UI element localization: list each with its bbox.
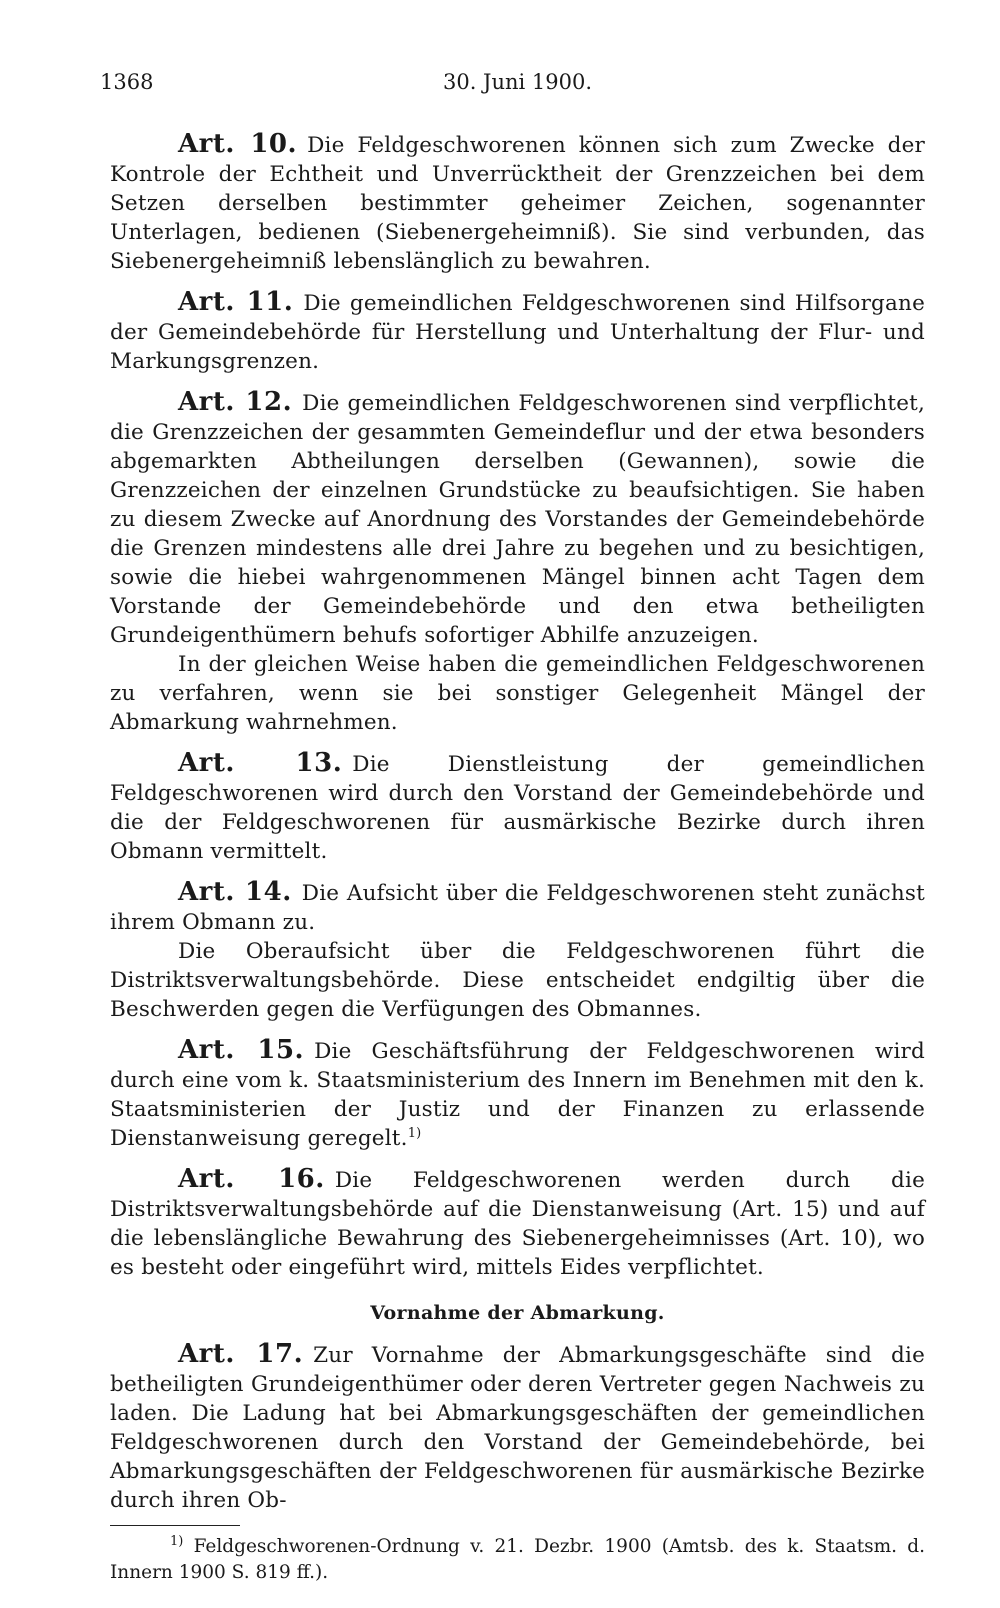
article-label: Art. 12. [178, 387, 293, 417]
article-text: Die gemeindlichen Feldgeschworenen sind Hilfsorgane der Gemeindebehörde für Herstellung und Unterhaltung der Flur- und Markungsgrenzen. [110, 291, 925, 374]
article-text: Die Feldgeschworenen werden durch die Distriktsverwaltungsbehörde auf die Dienstanweisung (Art. 15) und auf die lebenslängliche Bewahrung des Siebenergeheimnisses (Art. 10), wo es besteht oder eingeführt wird, mittels Eides verpflichtet. [110, 1168, 925, 1280]
page-number: 1368 [100, 70, 154, 94]
article-text: Die Aufsicht über die Feldgeschworenen steht zunächst ihrem Obmann zu. [110, 881, 926, 935]
page-header [100, 60, 925, 100]
article-text: Die Geschäftsführung der Feldgeschworenen wird durch eine vom k. Staatsministerium des Innern im Benehmen mit den k. Staatsministerien der Justiz und der Finanzen zu erlassende Dienstanweisung geregelt. [110, 1039, 925, 1151]
article-text: Zur Vornahme der Abmarkungsgeschäfte sind die betheiligten Grundeigenthümer oder deren Vertreter gegen Nachweis zu laden. Die Ladung hat bei Abmarkungsgeschäften der gemeindlichen Feldgeschworenen durch den Vorstand der Gemeindebehörde, bei Abmarkungsgeschäften der Feldgeschworenen für ausmärkische Bezirke durch ihren Ob- [110, 1343, 926, 1513]
article-12 [110, 388, 925, 650]
article-13 [110, 749, 925, 866]
article-16 [110, 1165, 925, 1282]
section-heading: Vornahme der Abmarkung. [370, 1302, 665, 1324]
article-17 [110, 1340, 925, 1515]
article-12-paragraph-2 [110, 650, 925, 737]
article-15 [110, 1036, 925, 1153]
document-page [100, 60, 926, 1586]
footnote-text: Feldgeschworenen-Ordnung v. 21. Dezbr. 1900 (Amtsb. des k. Staatsm. d. Innern 1900 S. 819 ff.). [110, 1536, 925, 1583]
article-14-paragraph-2 [110, 937, 925, 1024]
article-14 [110, 878, 925, 937]
footnote-divider [110, 1525, 240, 1526]
article-text: Die Dienstleistung der gemeindlichen Feldgeschworenen wird durch den Vorstand der Gemeindebehörde und die der Feldgeschworenen für ausmärkische Bezirke durch ihren Obmann vermittelt. [110, 752, 925, 864]
article-10 [110, 130, 925, 276]
footnote-reference: 1) [407, 1125, 422, 1141]
article-11 [110, 288, 925, 376]
article-label: Art. 11. [178, 287, 294, 317]
footnote-mark: 1) [170, 1533, 184, 1549]
article-label: Art. 14. [178, 877, 292, 907]
footnote [110, 1534, 925, 1586]
article-text: In der gleichen Weise haben die gemeindlichen Feldgeschworenen zu verfahren, wenn sie bei sonstiger Gelegenheit Mängel der Abmarkung wahrnehmen. [110, 652, 925, 735]
article-label: Art. 15. [178, 1035, 305, 1065]
article-text: Die Oberaufsicht über die Feldgeschworenen führt die Distriktsverwaltungsbehörde. Diese entscheidet endgiltig über die Beschwerden gegen die Verfügungen des Obmannes. [110, 939, 925, 1022]
running-header-date: 30. Juni 1900. [442, 70, 593, 94]
article-label: Art. 17. [178, 1339, 304, 1369]
article-label: Art. 10. [178, 129, 298, 159]
article-text: Die Feldgeschworenen können sich zum Zwecke der Kontrole der Echtheit und Unverrücktheit der Grenzzeichen bei dem Setzen derselben bestimmter geheimer Zeichen, sogenannter Unterlagen, bedienen (Siebenergeheimniß). Sie sind verbunden, das Siebenergeheimniß lebenslänglich zu bewahren. [110, 133, 926, 274]
article-label: Art. 13. [178, 748, 343, 778]
article-text: Die gemeindlichen Feldgeschworenen sind verpflichtet, die Grenzzeichen der gesammten Gemeindeflur und der etwa besonders abgemarkten Abtheilungen derselben (Gewannen), sowie die Grenzzeichen der einzelnen Grundstücke zu beaufsichtigen. Sie haben zu diesem Zwecke auf Anordnung des Vorstandes der Gemeindebehörde die Grenzen mindestens alle drei Jahre zu begehen und zu besichtigen, sowie die hiebei wahrgenommenen Mängel binnen acht Tagen dem Vorstande der Gemeindebehörde und den etwa betheiligten Grundeigenthümern behufs sofortiger Abhilfe anzuzeigen. [110, 391, 926, 648]
article-label: Art. 16. [178, 1164, 325, 1194]
